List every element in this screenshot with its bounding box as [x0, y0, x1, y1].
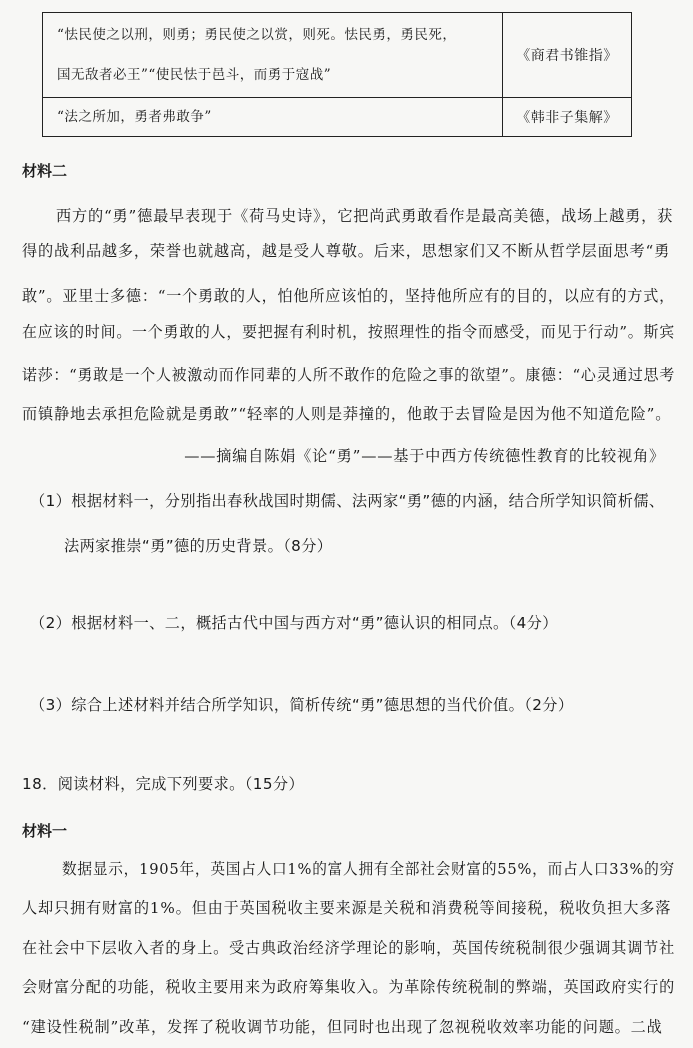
source-cell: 《韩非子集解》	[503, 98, 632, 137]
paragraph-line: 人却只拥有财富的1%。但由于英国税收主要来源是关税和消费税等间接税，税收负担大多落	[22, 899, 672, 917]
paragraph-line: 在社会中下层收入者的身上。受古典政治经济学理论的影响，英国传统税制很少强调其调节社	[22, 939, 676, 957]
material1-heading: 材料一	[22, 822, 68, 840]
paragraph-line: 而镇静地去承担危险就是勇敢”“轻率的人则是莽撞的，他敢于去冒险是因为他不知道危险”。	[22, 405, 672, 423]
citation: ——摘编自陈娟《论“勇”——基于中西方传统德性教育的比较视角》	[184, 447, 665, 465]
quote-cell	[43, 13, 503, 98]
table-row	[43, 98, 632, 137]
question-3: （3）综合上述材料并结合所学知识，简析传统“勇”德思想的当代价值。（2分）	[30, 696, 574, 714]
source-table	[42, 12, 632, 137]
paragraph-line: 在应该的时间。一个勇敢的人，要把握有利时机，按照理性的指令而感受，而见于行动”。斯宾	[22, 323, 675, 341]
question-1: （1）根据材料一，分别指出春秋战国时期儒、法两家“勇”德的内涵，结合所学知识简析儒、	[30, 492, 665, 510]
paragraph-line: 会财富分配的功能，税收主要用来为政府筹集收入。为革除传统税制的弊端，英国政府实行的	[22, 978, 676, 996]
material2-heading: 材料二	[22, 162, 68, 180]
question-1-cont: 法两家推崇“勇”德的历史背景。（8分）	[64, 537, 333, 555]
paragraph-line: 西方的“勇”德最早表现于《荷马史诗》，它把尚武勇敢看作是最高美德，战场上越勇，获	[56, 207, 674, 225]
quote-line: “怯民使之以刑，则勇；勇民使之以赏，则死。怯民勇，勇民死，	[57, 27, 457, 43]
quote-line: “法之所加，勇者弗敢争”	[57, 109, 212, 125]
source-cell: 《商君书锥指》	[503, 13, 632, 98]
paragraph-line: 数据显示，1905年，英国占人口1%的富人拥有全部社会财富的55%，而占人口33%的穷	[62, 860, 675, 878]
paragraph-line: 诺莎：“勇敢是一个人被激动而作同辈的人所不敢作的危险之事的欲望”。康德：“心灵通过思考	[22, 366, 676, 384]
paragraph-line: 敢”。亚里士多德：“一个勇敢的人，怕他所应该怕的，坚持他所应有的目的，以应有的方式，	[22, 287, 676, 305]
quote-cell	[43, 98, 503, 137]
quote-line: 国无敌者必王”“使民怯于邑斗，而勇于寇战”	[57, 67, 332, 83]
question-18-title: 18．阅读材料，完成下列要求。（15分）	[22, 775, 305, 793]
table-row	[43, 13, 632, 98]
paragraph-line: “建设性税制”改革，发挥了税收调节功能，但同时也出现了忽视税收效率功能的问题。二战	[22, 1018, 663, 1036]
paragraph-line: 得的战利品越多，荣誉也就越高，越是受人尊敬。后来，思想家们又不断从哲学层面思考“勇	[22, 242, 671, 260]
question-2: （2）根据材料一、二，概括古代中国与西方对“勇”德认识的相同点。（4分）	[30, 614, 558, 632]
